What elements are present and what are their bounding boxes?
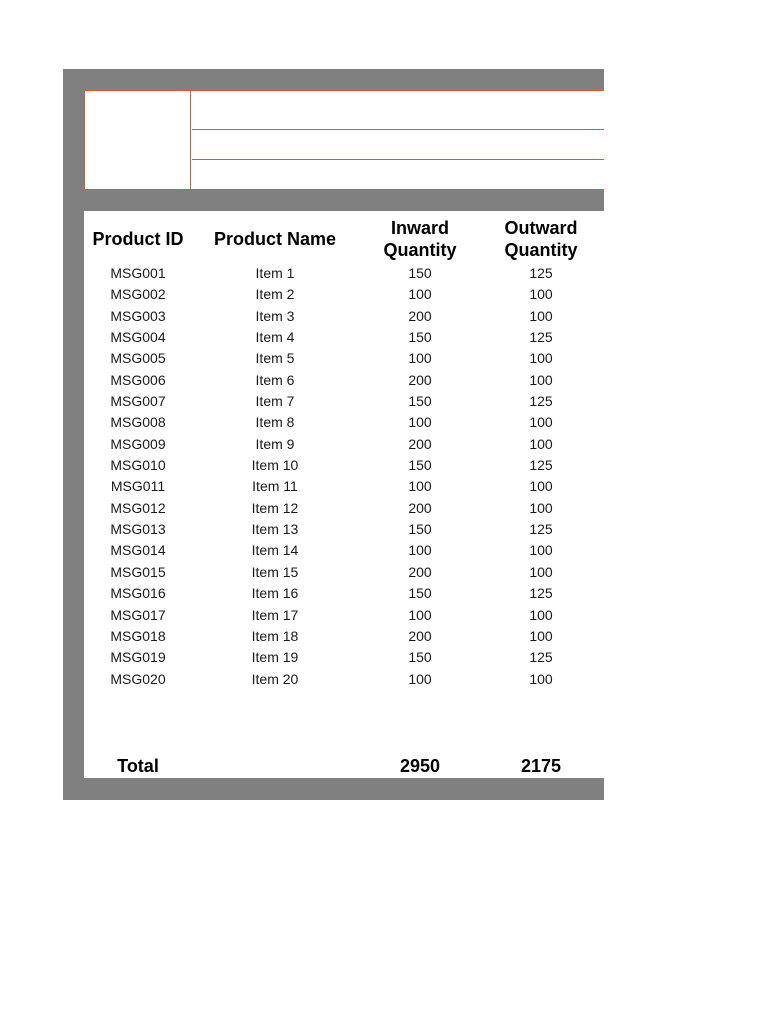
cell-product-name[interactable]: Item 8	[255, 414, 295, 431]
cell-product-id[interactable]: MSG016	[110, 585, 166, 602]
cell-outward-quantity[interactable]: 100	[529, 499, 553, 516]
cell-product-id[interactable]: MSG001	[110, 265, 166, 281]
table-row	[84, 306, 604, 327]
cell-inward-quantity[interactable]: 150	[408, 265, 432, 281]
total-outward[interactable]: 2175	[520, 756, 562, 776]
cell-product-id[interactable]: MSG017	[110, 606, 166, 623]
table-row	[84, 498, 604, 519]
cell-product-name[interactable]: Item 2	[255, 286, 295, 303]
total-label[interactable]: Total	[117, 756, 159, 776]
column-header-line: Quantity	[383, 240, 457, 260]
cell-product-id[interactable]: MSG013	[110, 521, 166, 538]
cell-outward-quantity[interactable]: 100	[529, 286, 553, 303]
column-header-label: Product Name	[213, 229, 337, 249]
cell-product-id[interactable]: MSG009	[110, 435, 166, 452]
header-cell-subtitle[interactable]	[192, 130, 604, 160]
column-header-line: Outward	[504, 218, 578, 238]
cell-inward-quantity[interactable]: 200	[408, 371, 432, 388]
cell-inward-quantity[interactable]: 200	[408, 563, 432, 580]
header-cell-title[interactable]	[192, 91, 604, 130]
cell-outward-quantity[interactable]: 100	[529, 371, 553, 388]
cell-product-name[interactable]: Item 5	[255, 350, 295, 367]
column-header-label: Product ID	[92, 229, 184, 249]
cell-inward-quantity[interactable]: 200	[408, 627, 432, 644]
table-row	[84, 626, 604, 647]
cell-outward-quantity[interactable]: 100	[529, 627, 553, 644]
cell-product-id[interactable]: MSG011	[110, 478, 166, 495]
cell-outward-quantity[interactable]: 100	[529, 542, 553, 559]
table-row	[84, 519, 604, 540]
cell-inward-quantity[interactable]: 150	[408, 521, 432, 538]
logo-cell[interactable]	[85, 91, 191, 189]
cell-product-name[interactable]: Item 20	[251, 670, 299, 687]
cell-inward-quantity[interactable]: 150	[408, 649, 432, 666]
cell-product-id[interactable]: MSG002	[110, 286, 166, 303]
table-row	[84, 348, 604, 369]
column-header-product-id[interactable]	[84, 211, 192, 267]
cell-inward-quantity[interactable]: 100	[408, 606, 432, 623]
cell-inward-quantity[interactable]: 100	[408, 414, 432, 431]
cell-inward-quantity[interactable]: 200	[408, 307, 432, 324]
cell-inward-quantity[interactable]: 100	[408, 286, 432, 303]
cell-outward-quantity[interactable]: 125	[529, 649, 553, 666]
sheet-frame	[63, 69, 604, 800]
table-row	[84, 391, 604, 412]
table-row	[84, 434, 604, 455]
cell-product-id[interactable]: MSG007	[110, 393, 166, 410]
cell-product-id[interactable]: MSG012	[110, 499, 166, 516]
cell-outward-quantity[interactable]: 100	[529, 670, 553, 687]
cell-product-name[interactable]: Item 19	[251, 649, 299, 666]
cell-outward-quantity[interactable]: 125	[529, 265, 553, 281]
cell-product-name[interactable]: Item 10	[251, 457, 299, 474]
cell-product-name[interactable]: Item 7	[255, 393, 295, 410]
cell-inward-quantity[interactable]: 100	[408, 478, 432, 495]
cell-product-name[interactable]: Item 11	[252, 478, 298, 495]
cell-product-name[interactable]: Item 14	[251, 542, 299, 559]
cell-product-id[interactable]: MSG020	[110, 670, 166, 687]
cell-product-name[interactable]: Item 4	[255, 329, 295, 346]
cell-product-name[interactable]: Item 15	[251, 563, 299, 580]
cell-outward-quantity[interactable]: 100	[529, 350, 553, 367]
cell-product-id[interactable]: MSG003	[110, 307, 166, 324]
table-row	[84, 562, 604, 583]
cell-outward-quantity[interactable]: 125	[529, 329, 553, 346]
cell-inward-quantity[interactable]: 200	[408, 499, 432, 516]
table-row	[84, 370, 604, 391]
table-row	[84, 284, 604, 305]
cell-product-name[interactable]: Item 3	[255, 307, 295, 324]
cell-product-id[interactable]: MSG019	[110, 649, 166, 666]
cell-product-id[interactable]: MSG004	[110, 329, 166, 346]
cell-outward-quantity[interactable]: 125	[529, 393, 553, 410]
column-header-inward-quantity[interactable]	[360, 211, 480, 267]
cell-product-id[interactable]: MSG014	[110, 542, 166, 559]
cell-outward-quantity[interactable]: 100	[529, 478, 553, 495]
table-row	[84, 412, 604, 433]
cell-product-name[interactable]: Item 16	[251, 585, 299, 602]
header-cell-details[interactable]	[192, 160, 604, 189]
cell-inward-quantity[interactable]: 200	[408, 435, 432, 452]
cell-inward-quantity[interactable]: 150	[408, 393, 432, 410]
cell-product-id[interactable]: MSG010	[110, 457, 166, 474]
cell-inward-quantity[interactable]: 150	[408, 329, 432, 346]
cell-outward-quantity[interactable]: 125	[529, 521, 553, 538]
cell-outward-quantity[interactable]: 100	[529, 435, 553, 452]
cell-product-name[interactable]: Item 6	[255, 371, 295, 388]
column-header-outward-quantity[interactable]	[481, 211, 601, 267]
table-row	[84, 669, 604, 690]
cell-product-id[interactable]: MSG006	[110, 371, 166, 388]
cell-product-name[interactable]: Item 9	[255, 435, 295, 452]
cell-product-name[interactable]: Item 18	[251, 627, 299, 644]
cell-inward-quantity[interactable]: 150	[408, 457, 432, 474]
table-row	[84, 476, 604, 497]
column-header-label	[383, 217, 456, 261]
inventory-table	[84, 211, 604, 778]
cell-outward-quantity[interactable]: 100	[529, 606, 553, 623]
total-inward[interactable]: 2950	[399, 756, 441, 776]
table-row	[84, 540, 604, 561]
table-row	[84, 605, 604, 626]
column-header-label	[504, 217, 577, 261]
cell-product-name[interactable]: Item 17	[251, 606, 299, 623]
cell-product-id[interactable]: MSG008	[110, 414, 166, 431]
cell-outward-quantity[interactable]: 100	[529, 563, 553, 580]
header-box	[84, 90, 604, 190]
table-row	[84, 583, 604, 604]
cell-outward-quantity[interactable]: 100	[529, 414, 553, 431]
column-header-line: Inward	[390, 218, 449, 238]
table-body	[84, 263, 604, 690]
cell-product-name[interactable]: Item 1	[255, 265, 295, 281]
table-row	[84, 263, 604, 284]
cell-outward-quantity[interactable]: 125	[529, 585, 553, 602]
cell-inward-quantity[interactable]: 100	[408, 670, 432, 687]
column-header-line: Quantity	[504, 240, 578, 260]
table-row	[84, 647, 604, 668]
cell-product-id[interactable]: MSG005	[110, 350, 166, 367]
cell-product-name[interactable]: Item 13	[251, 521, 299, 538]
cell-inward-quantity[interactable]: 100	[408, 350, 432, 367]
cell-product-name[interactable]: Item 12	[251, 499, 299, 516]
cell-product-id[interactable]: MSG015	[110, 563, 166, 580]
cell-outward-quantity[interactable]: 125	[529, 457, 553, 474]
cell-outward-quantity[interactable]: 100	[529, 307, 553, 324]
table-row	[84, 327, 604, 348]
total-row	[84, 754, 604, 778]
column-header-product-name[interactable]	[192, 211, 358, 267]
cell-inward-quantity[interactable]: 150	[408, 585, 432, 602]
cell-product-id[interactable]: MSG018	[110, 627, 166, 644]
cell-inward-quantity[interactable]: 100	[408, 542, 432, 559]
table-row	[84, 455, 604, 476]
